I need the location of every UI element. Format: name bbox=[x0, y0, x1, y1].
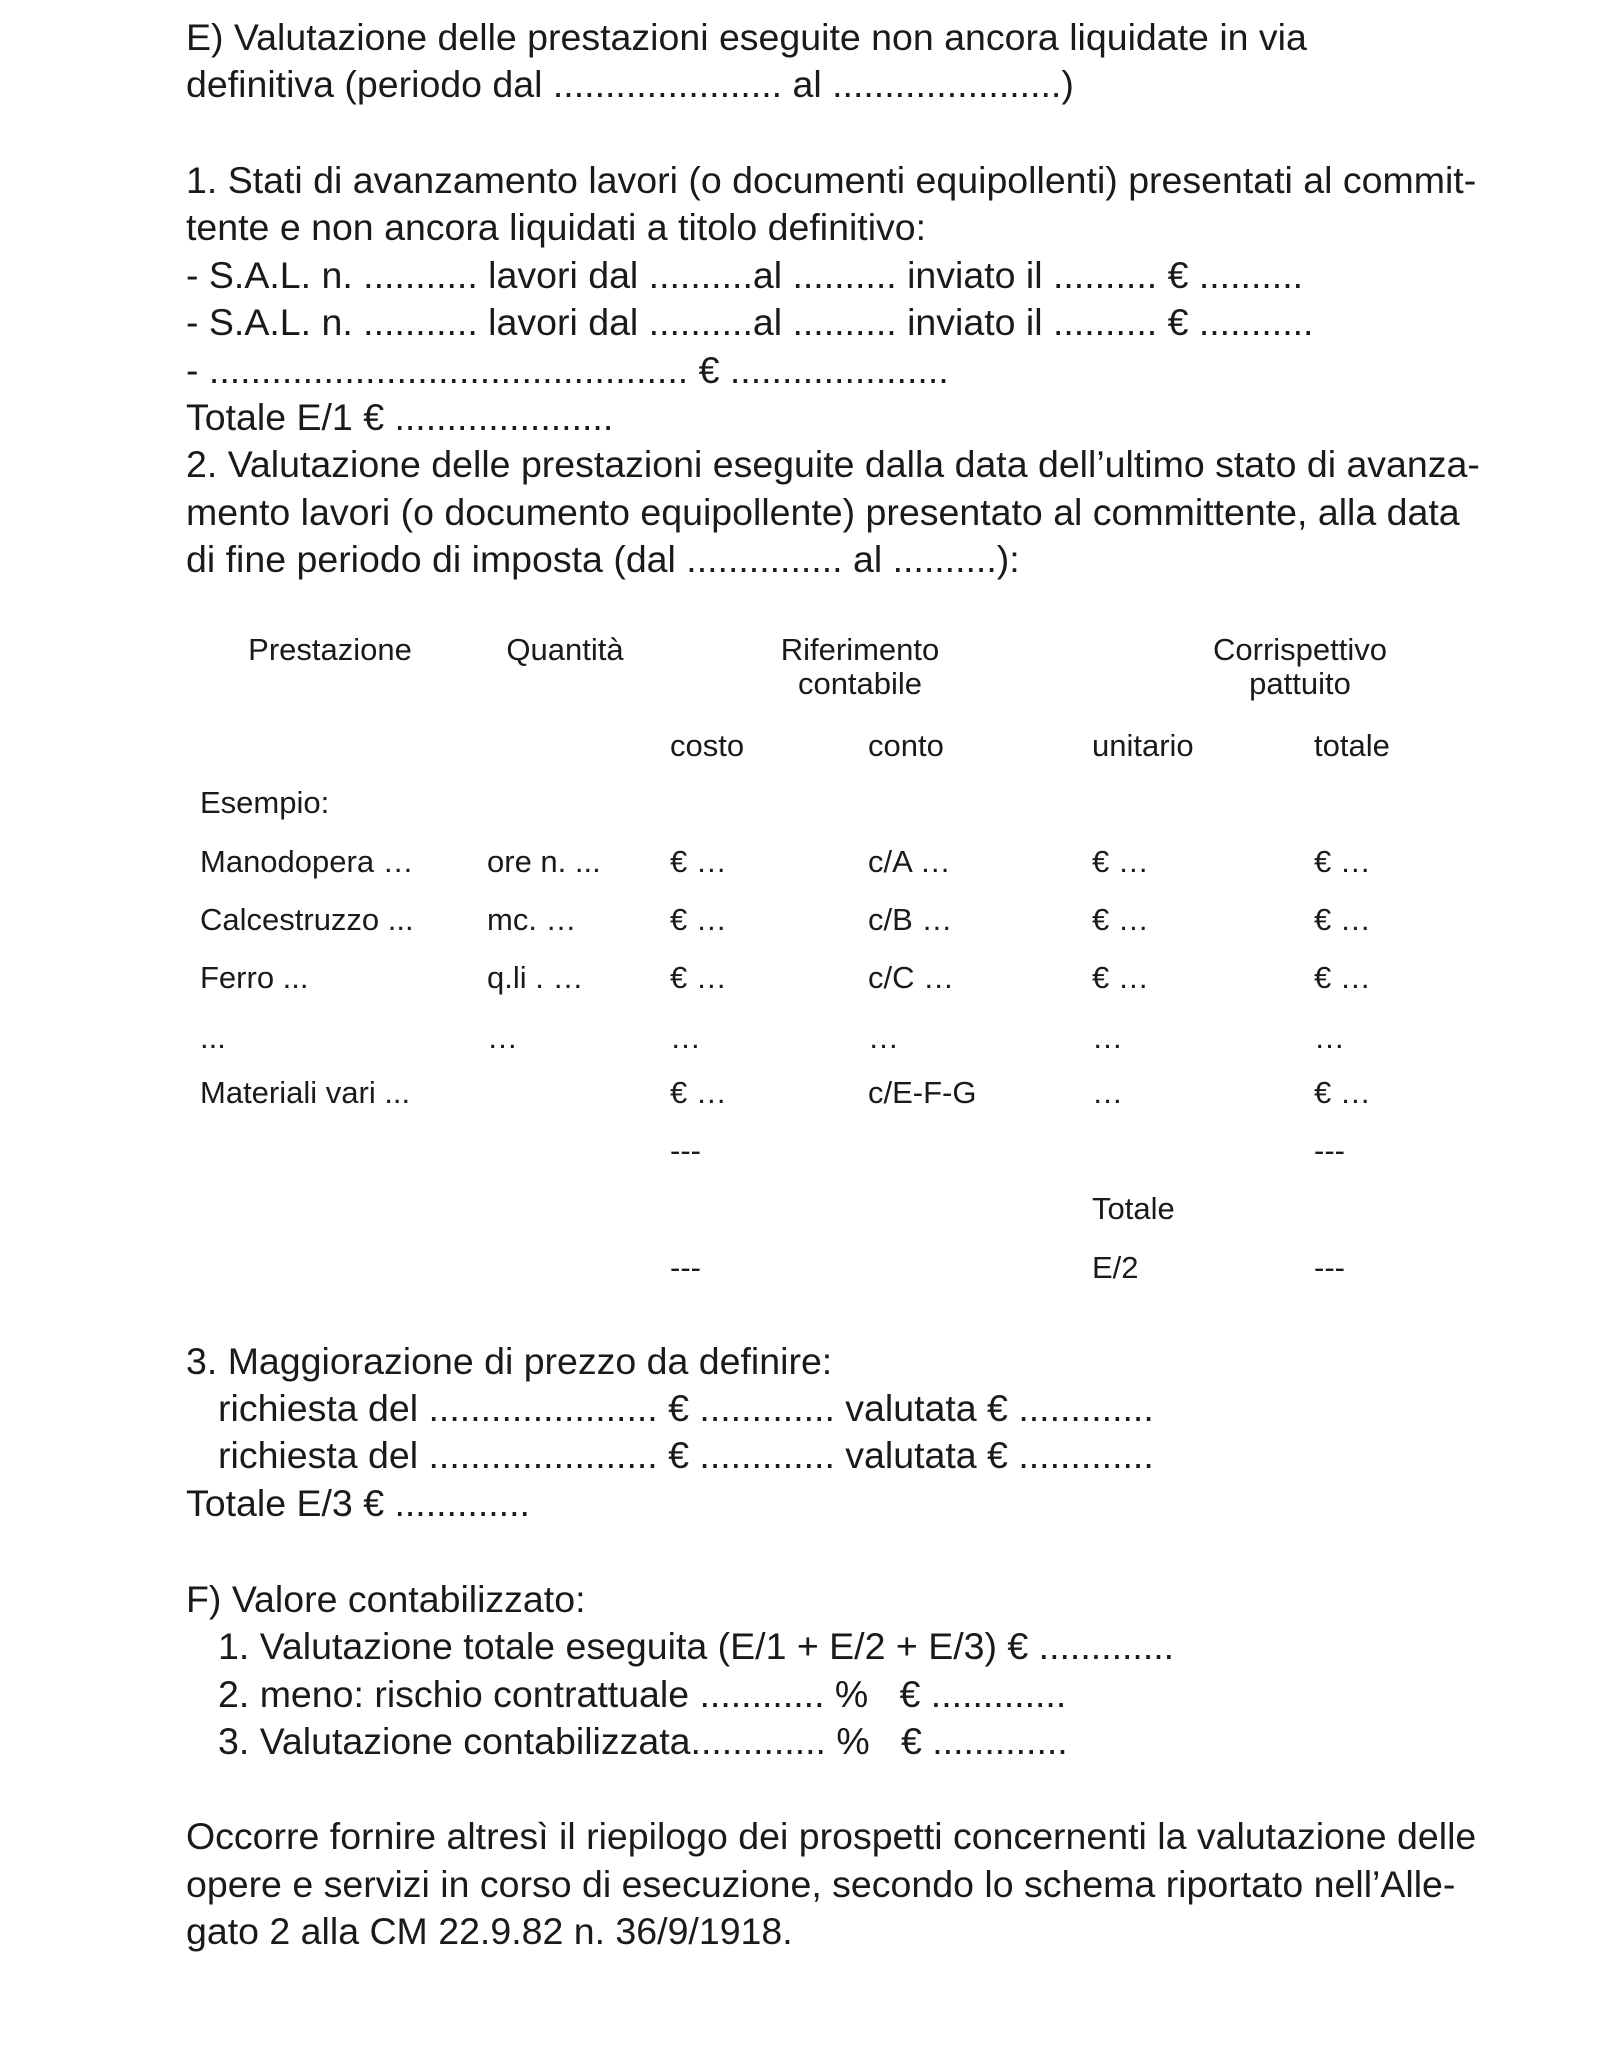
separator-costo: --- bbox=[670, 1133, 701, 1168]
table-cell-conto: c/B … bbox=[868, 902, 953, 937]
separator-totale: --- bbox=[1314, 1133, 1345, 1168]
section-f-item-1: 1. Valutazione totale eseguita (E/1 + E/2 + E/3) € ............. bbox=[218, 1625, 1175, 1667]
totale-label: Totale bbox=[1092, 1191, 1175, 1226]
table-cell-unitario: € … bbox=[1092, 960, 1149, 995]
totale-e1: Totale E/1 € ..................... bbox=[186, 396, 614, 438]
header-corrispettivo-pattuito: Corrispettivo pattuito bbox=[1213, 632, 1387, 701]
table-cell-quantita: q.li . … bbox=[487, 960, 584, 995]
table-cell-conto: c/E-F-G bbox=[868, 1075, 977, 1110]
header-riferimento-contabile: Riferimento contabile bbox=[780, 632, 940, 701]
table-cell-conto: … bbox=[868, 1020, 899, 1055]
point-1-line-1: 1. Stati di avanzamento lavori (o documenti equipollenti) presentati al commit- bbox=[186, 159, 1477, 201]
table-cell-quantita: mc. … bbox=[487, 902, 577, 937]
table-cell-quantita: … bbox=[487, 1020, 518, 1055]
separator-costo-final: --- bbox=[670, 1250, 701, 1285]
table-cell-unitario: … bbox=[1092, 1075, 1123, 1110]
note-line-1: Occorre fornire altresì il riepilogo dei prospetti concernenti la valutazione delle bbox=[186, 1815, 1477, 1857]
point-2-line-2: mento lavori (o documento equipollente) presentato al committente, alla data bbox=[186, 491, 1460, 533]
table-cell-totale: € … bbox=[1314, 960, 1371, 995]
header-quantita: Quantità bbox=[506, 632, 624, 667]
section-f-heading: F) Valore contabilizzato: bbox=[186, 1578, 586, 1620]
totale-e2-label: E/2 bbox=[1092, 1250, 1139, 1285]
table-cell-unitario: € … bbox=[1092, 902, 1149, 937]
table-cell-totale: € … bbox=[1314, 1075, 1371, 1110]
richiesta-line-2: richiesta del ...................... € ............. valutata € ............. bbox=[218, 1434, 1154, 1476]
table-cell-costo: € … bbox=[670, 844, 727, 879]
section-e-heading-line-2: definitiva (periodo dal ...................... al ......................) bbox=[186, 63, 1074, 105]
table-cell-prestazione: Materiali vari ... bbox=[200, 1075, 411, 1110]
richiesta-line-1: richiesta del ...................... € ............. valutata € ............. bbox=[218, 1387, 1154, 1429]
table-cell-costo: … bbox=[670, 1020, 701, 1055]
subheader-totale: totale bbox=[1314, 728, 1390, 763]
table-cell-costo: € … bbox=[670, 902, 727, 937]
table-cell-quantita: ore n. ... bbox=[487, 844, 601, 879]
table-cell-prestazione: ... bbox=[200, 1020, 226, 1055]
point-3-heading: 3. Maggiorazione di prezzo da definire: bbox=[186, 1340, 833, 1382]
table-cell-costo: € … bbox=[670, 1075, 727, 1110]
point-2-line-3: di fine periodo di imposta (dal ............... al ..........): bbox=[186, 538, 1020, 580]
separator-totale-final: --- bbox=[1314, 1250, 1345, 1285]
section-f-item-3: 3. Valutazione contabilizzata............. % € ............. bbox=[218, 1720, 1068, 1762]
table-cell-costo: € … bbox=[670, 960, 727, 995]
point-1-line-2: tente e non ancora liquidati a titolo definitivo: bbox=[186, 206, 927, 248]
table-cell-totale: € … bbox=[1314, 902, 1371, 937]
sal-line-2: - S.A.L. n. ........... lavori dal ..........al .......... inviato il .......... € ........... bbox=[186, 301, 1314, 343]
subheader-conto: conto bbox=[868, 728, 944, 763]
note-line-3: gato 2 alla CM 22.9.82 n. 36/9/1918. bbox=[186, 1910, 793, 1952]
section-f-item-2: 2. meno: rischio contrattuale ............ % € ............. bbox=[218, 1673, 1067, 1715]
table-cell-totale: … bbox=[1314, 1020, 1345, 1055]
table-cell-prestazione: Ferro ... bbox=[200, 960, 309, 995]
table-cell-totale: € … bbox=[1314, 844, 1371, 879]
table-cell-conto: c/C … bbox=[868, 960, 955, 995]
header-prestazione: Prestazione bbox=[248, 632, 412, 667]
table-cell-prestazione: Calcestruzzo ... bbox=[200, 902, 414, 937]
subheader-unitario: unitario bbox=[1092, 728, 1194, 763]
sal-line-3: - .............................................. € ..................... bbox=[186, 349, 949, 391]
table-cell-unitario: € … bbox=[1092, 844, 1149, 879]
esempio-label: Esempio: bbox=[200, 785, 330, 820]
totale-e3: Totale E/3 € ............. bbox=[186, 1482, 530, 1524]
table-cell-unitario: … bbox=[1092, 1020, 1123, 1055]
table-cell-prestazione: Manodopera … bbox=[200, 844, 414, 879]
section-e-heading-line-1: E) Valutazione delle prestazioni eseguite non ancora liquidate in via bbox=[186, 16, 1307, 58]
sal-line-1: - S.A.L. n. ........... lavori dal ..........al .......... inviato il .......... € .......... bbox=[186, 254, 1304, 296]
table-cell-conto: c/A … bbox=[868, 844, 951, 879]
note-line-2: opere e servizi in corso di esecuzione, secondo lo schema riportato nell’Alle- bbox=[186, 1863, 1456, 1905]
point-2-line-1: 2. Valutazione delle prestazioni eseguite dalla data dell’ultimo stato di avanza- bbox=[186, 443, 1480, 485]
subheader-costo: costo bbox=[670, 728, 745, 763]
